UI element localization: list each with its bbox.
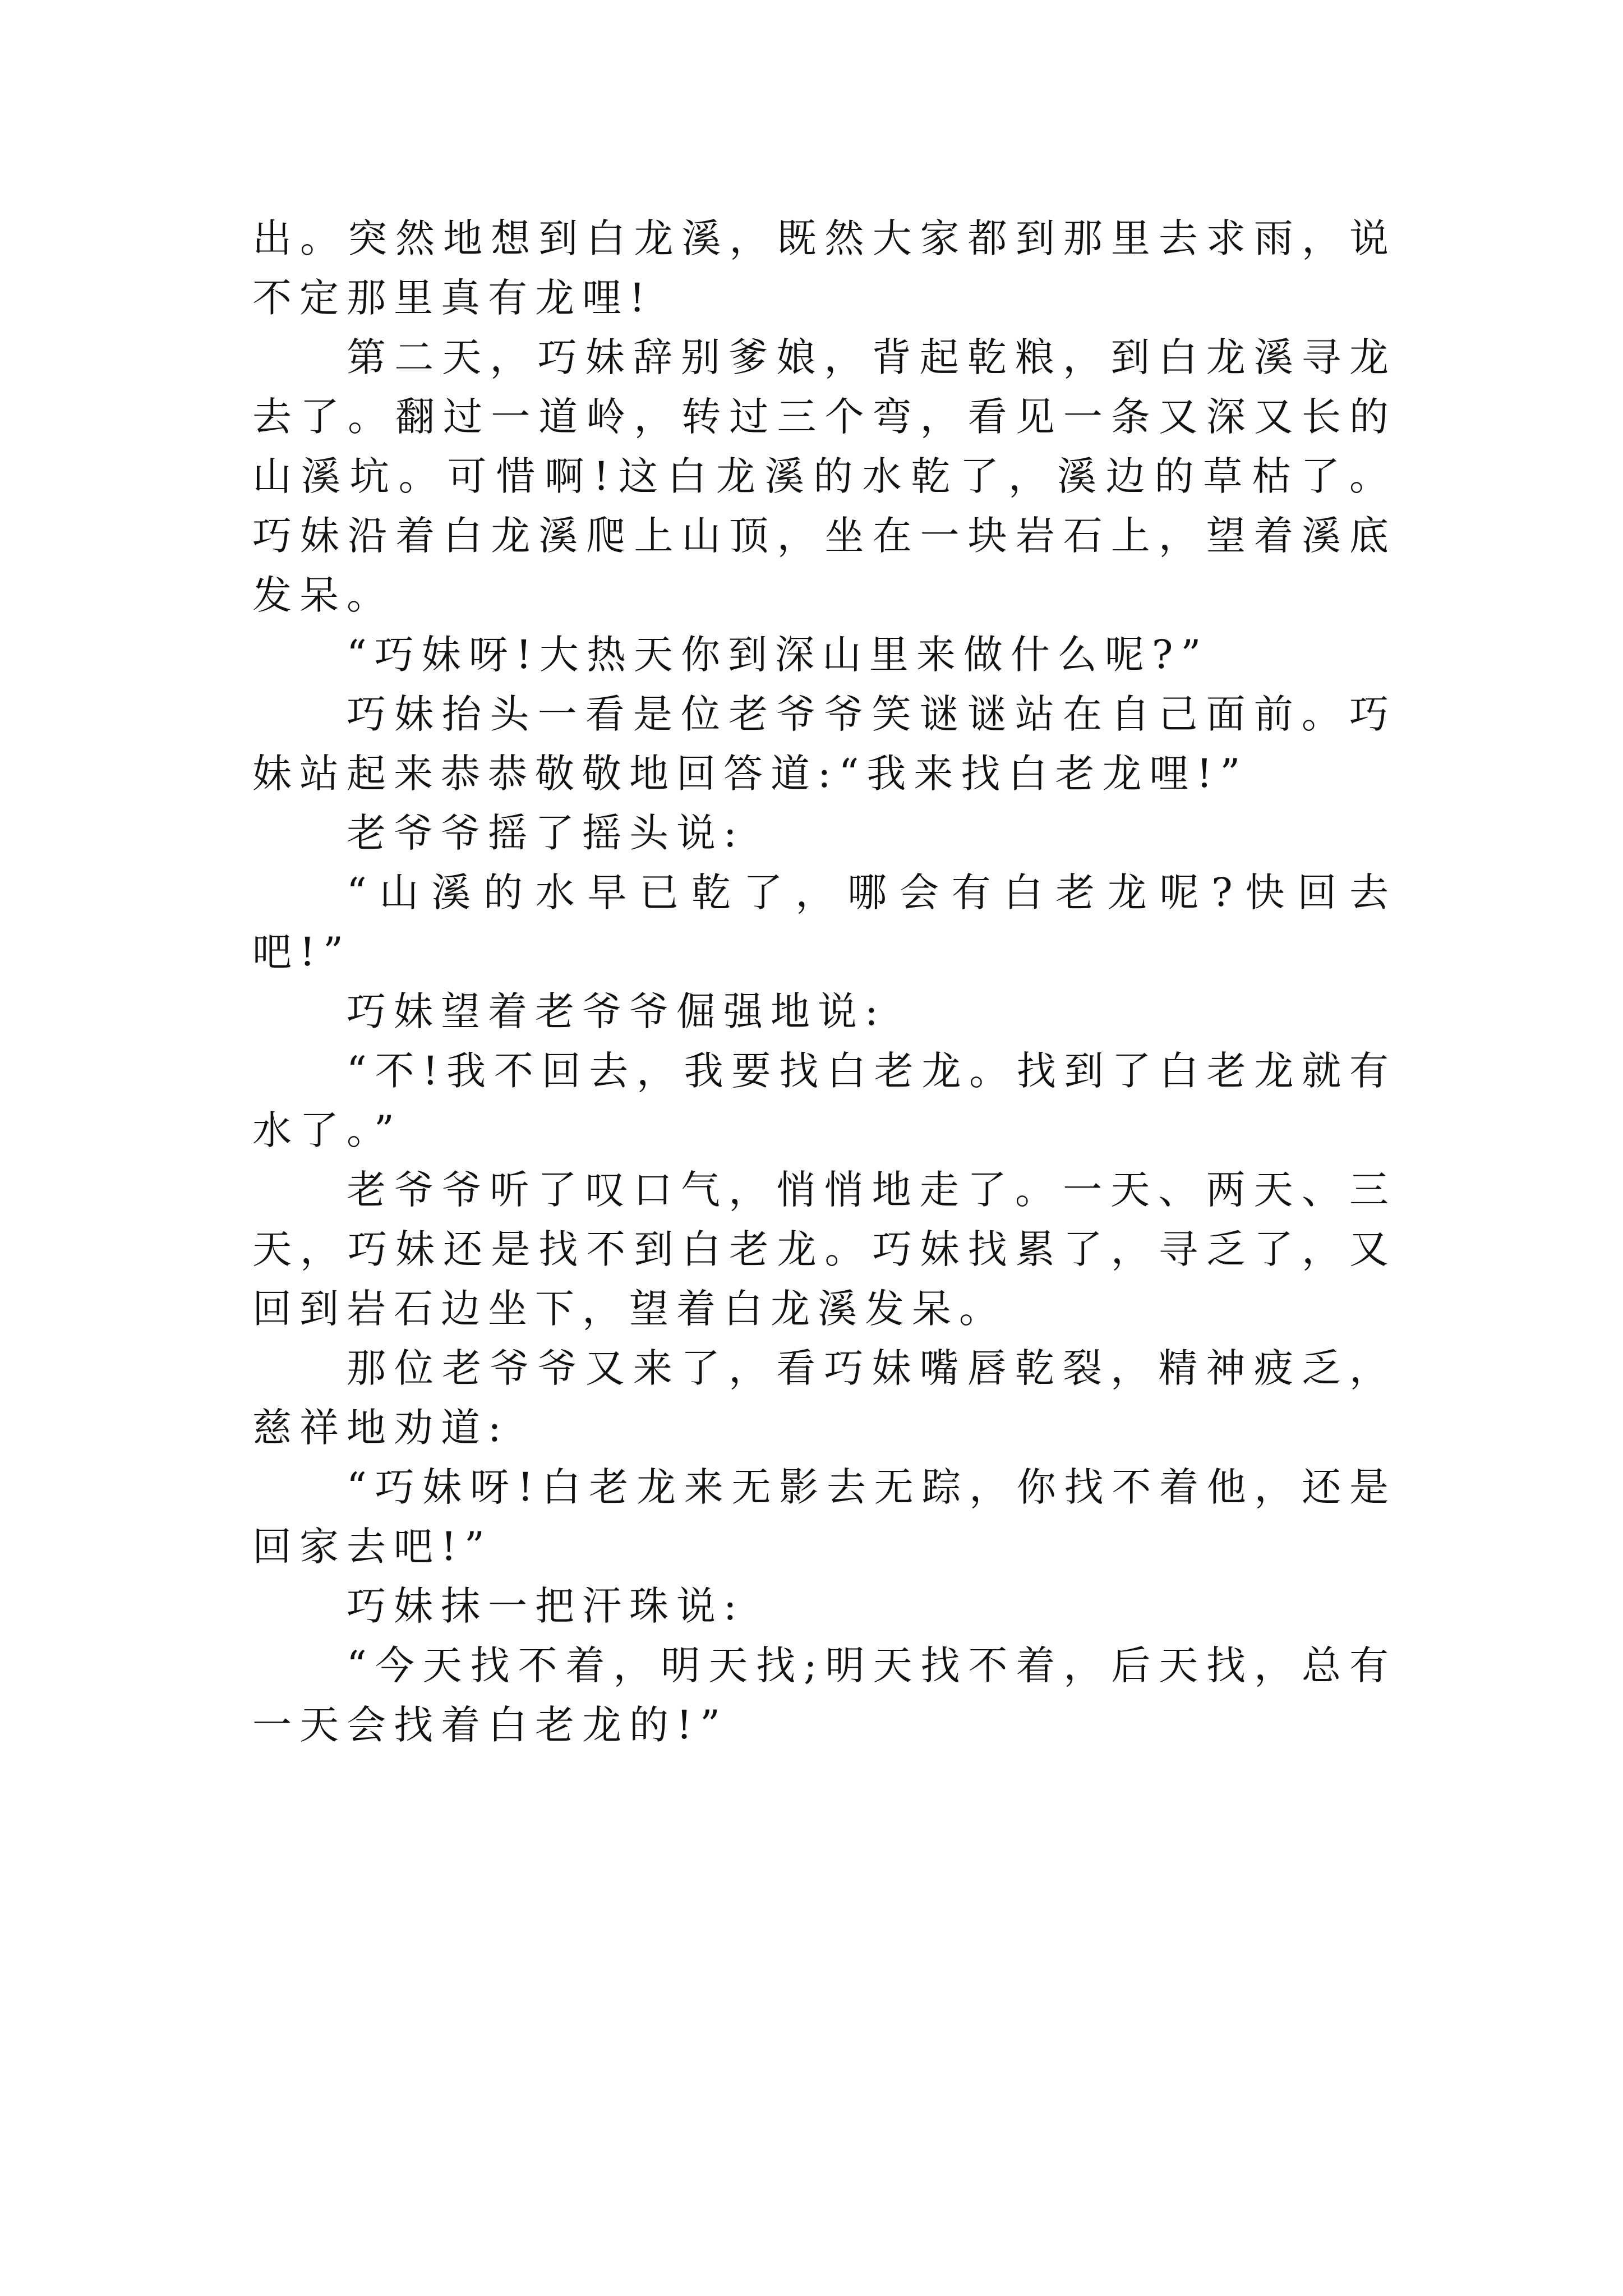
paragraph-3: “巧妹呀!大热天你到深山里来做什么呢?” <box>347 632 1209 678</box>
paragraph-9: 老爷爷听了叹口气，悄悄地走了。一天、两天、三天，巧妹还是找不到白老龙。巧妹找累了，寻乏了，又回到岩石边坐下，望着白龙溪发呆。 <box>252 1167 1396 1332</box>
paragraph-2: 第二天，巧妹辞别爹娘，背起乾粮，到白龙溪寻龙去了。翻过一道岭，转过三个弯，看见一条又深又长的山溪坑。可惜啊!这白龙溪的水乾了，溪边的草枯了。巧妹沿着白龙溪爬上山顶，坐在一块岩石上，望着溪底发呆。 <box>252 334 1396 618</box>
paragraph-1: 出。突然地想到白龙溪，既然大家都到那里去求雨，说不定那里真有龙哩! <box>252 215 1396 321</box>
paragraph-4: 巧妹抬头一看是位老爷爷笑谜谜站在自己面前。巧妹站起来恭恭敬敬地回答道:“我来找白老龙哩!” <box>252 691 1396 797</box>
paragraph-12: 巧妹抹一把汗珠说: <box>347 1583 745 1629</box>
story-text <box>252 209 1396 1755</box>
paragraph-5: 老爷爷摇了摇头说: <box>347 810 745 856</box>
paragraph-6: “山溪的水早已乾了，哪会有白老龙呢?快回去吧!” <box>252 869 1396 975</box>
paragraph-8: “不!我不回去，我要找白老龙。找到了白老龙就有水了。” <box>252 1048 1396 1153</box>
paragraph-13: “今天找不着，明天找;明天找不着，后天找，总有一天会找着白老龙的!” <box>252 1642 1396 1748</box>
paragraph-10: 那位老爷爷又来了，看巧妹嘴唇乾裂，精神疲乏，慈祥地劝道: <box>252 1345 1396 1451</box>
paragraph-7: 巧妹望着老爷爷倔强地说: <box>347 988 886 1034</box>
paragraph-11: “巧妹呀!白老龙来无影去无踪，你找不着他，还是回家去吧!” <box>252 1464 1396 1570</box>
